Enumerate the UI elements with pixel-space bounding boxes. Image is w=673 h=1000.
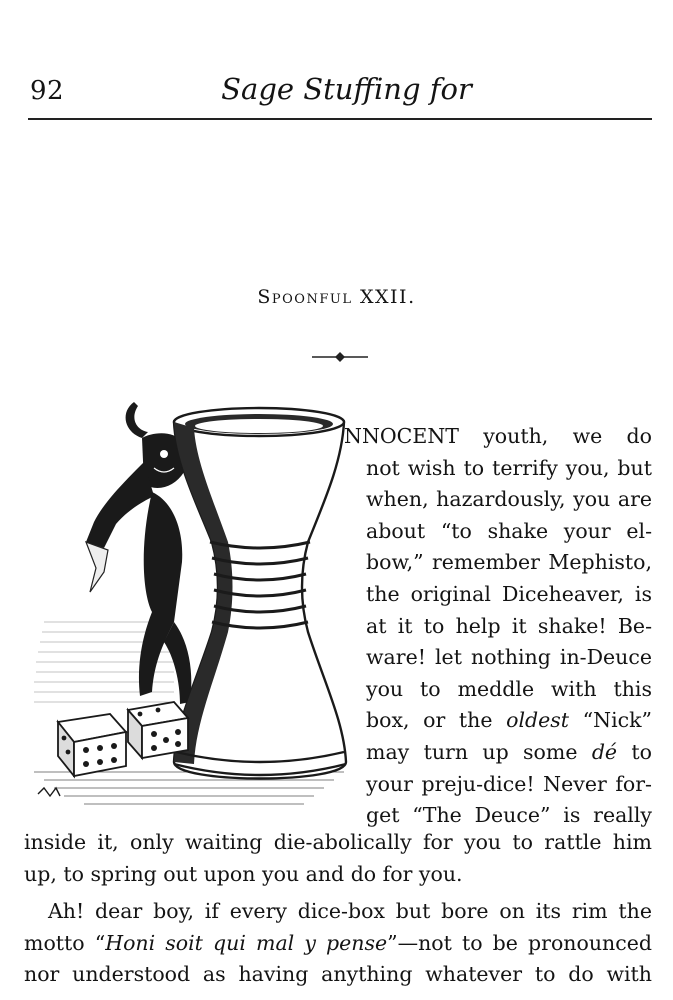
text-line: the original Diceheaver, is	[366, 581, 652, 606]
text-line	[366, 737, 652, 769]
text-line: at it to help it shake! Be-	[366, 613, 652, 638]
text-fragment: “Nick”	[569, 708, 653, 733]
text-line: Ah! dear boy, if every dice-box but bore on its rim the	[48, 899, 652, 924]
text-fragment: ”—not to be pronounced	[387, 930, 652, 955]
text-line	[366, 705, 652, 737]
text-line: ware! let nothing in-Deuce	[366, 645, 652, 670]
text-line: not wish to terrify you, but	[366, 455, 652, 480]
chapter-title-word: Spoonful	[257, 286, 353, 308]
italic-word: oldest	[506, 708, 570, 733]
text-fragment: box, or the	[366, 708, 507, 733]
ornament-divider	[312, 350, 368, 364]
text-line: up, to spring out upon you and do for you.	[24, 861, 463, 886]
chapter-title-numeral: XXII.	[360, 286, 416, 308]
text-line: when, hazardously, you are	[366, 487, 652, 512]
running-title: Sage Stuffing for	[221, 72, 472, 106]
page-number: 92	[30, 76, 65, 106]
text-line: inside it, only waiting die-abolically for you to rattle him	[24, 830, 652, 854]
text-fragment: motto “	[24, 930, 106, 955]
chapter-title	[0, 286, 673, 308]
text-line: about “to shake your el-	[366, 518, 652, 543]
text-line: bow,” remember Mephisto,	[366, 550, 652, 575]
header-rule	[28, 118, 652, 120]
text-line	[24, 928, 652, 960]
text-line: get “The Deuce” is really	[366, 803, 652, 828]
text-line: your preju-dice! Never for-	[366, 771, 652, 796]
dice-box-devil-illustration	[24, 392, 352, 824]
text-line: NNOCENT youth, we do	[344, 424, 652, 448]
text-fragment: may turn up some	[366, 739, 592, 764]
italic-word: dé	[591, 739, 618, 764]
text-line: nor understood as having anything whatever to do with	[24, 962, 652, 987]
body-text-full-width	[24, 827, 652, 991]
text-fragment: to	[617, 739, 652, 764]
italic-motto: Honi soit qui mal y pense	[105, 930, 388, 955]
text-line: you to meddle with this	[366, 676, 652, 701]
paragraph-1-wrapped	[344, 421, 653, 832]
